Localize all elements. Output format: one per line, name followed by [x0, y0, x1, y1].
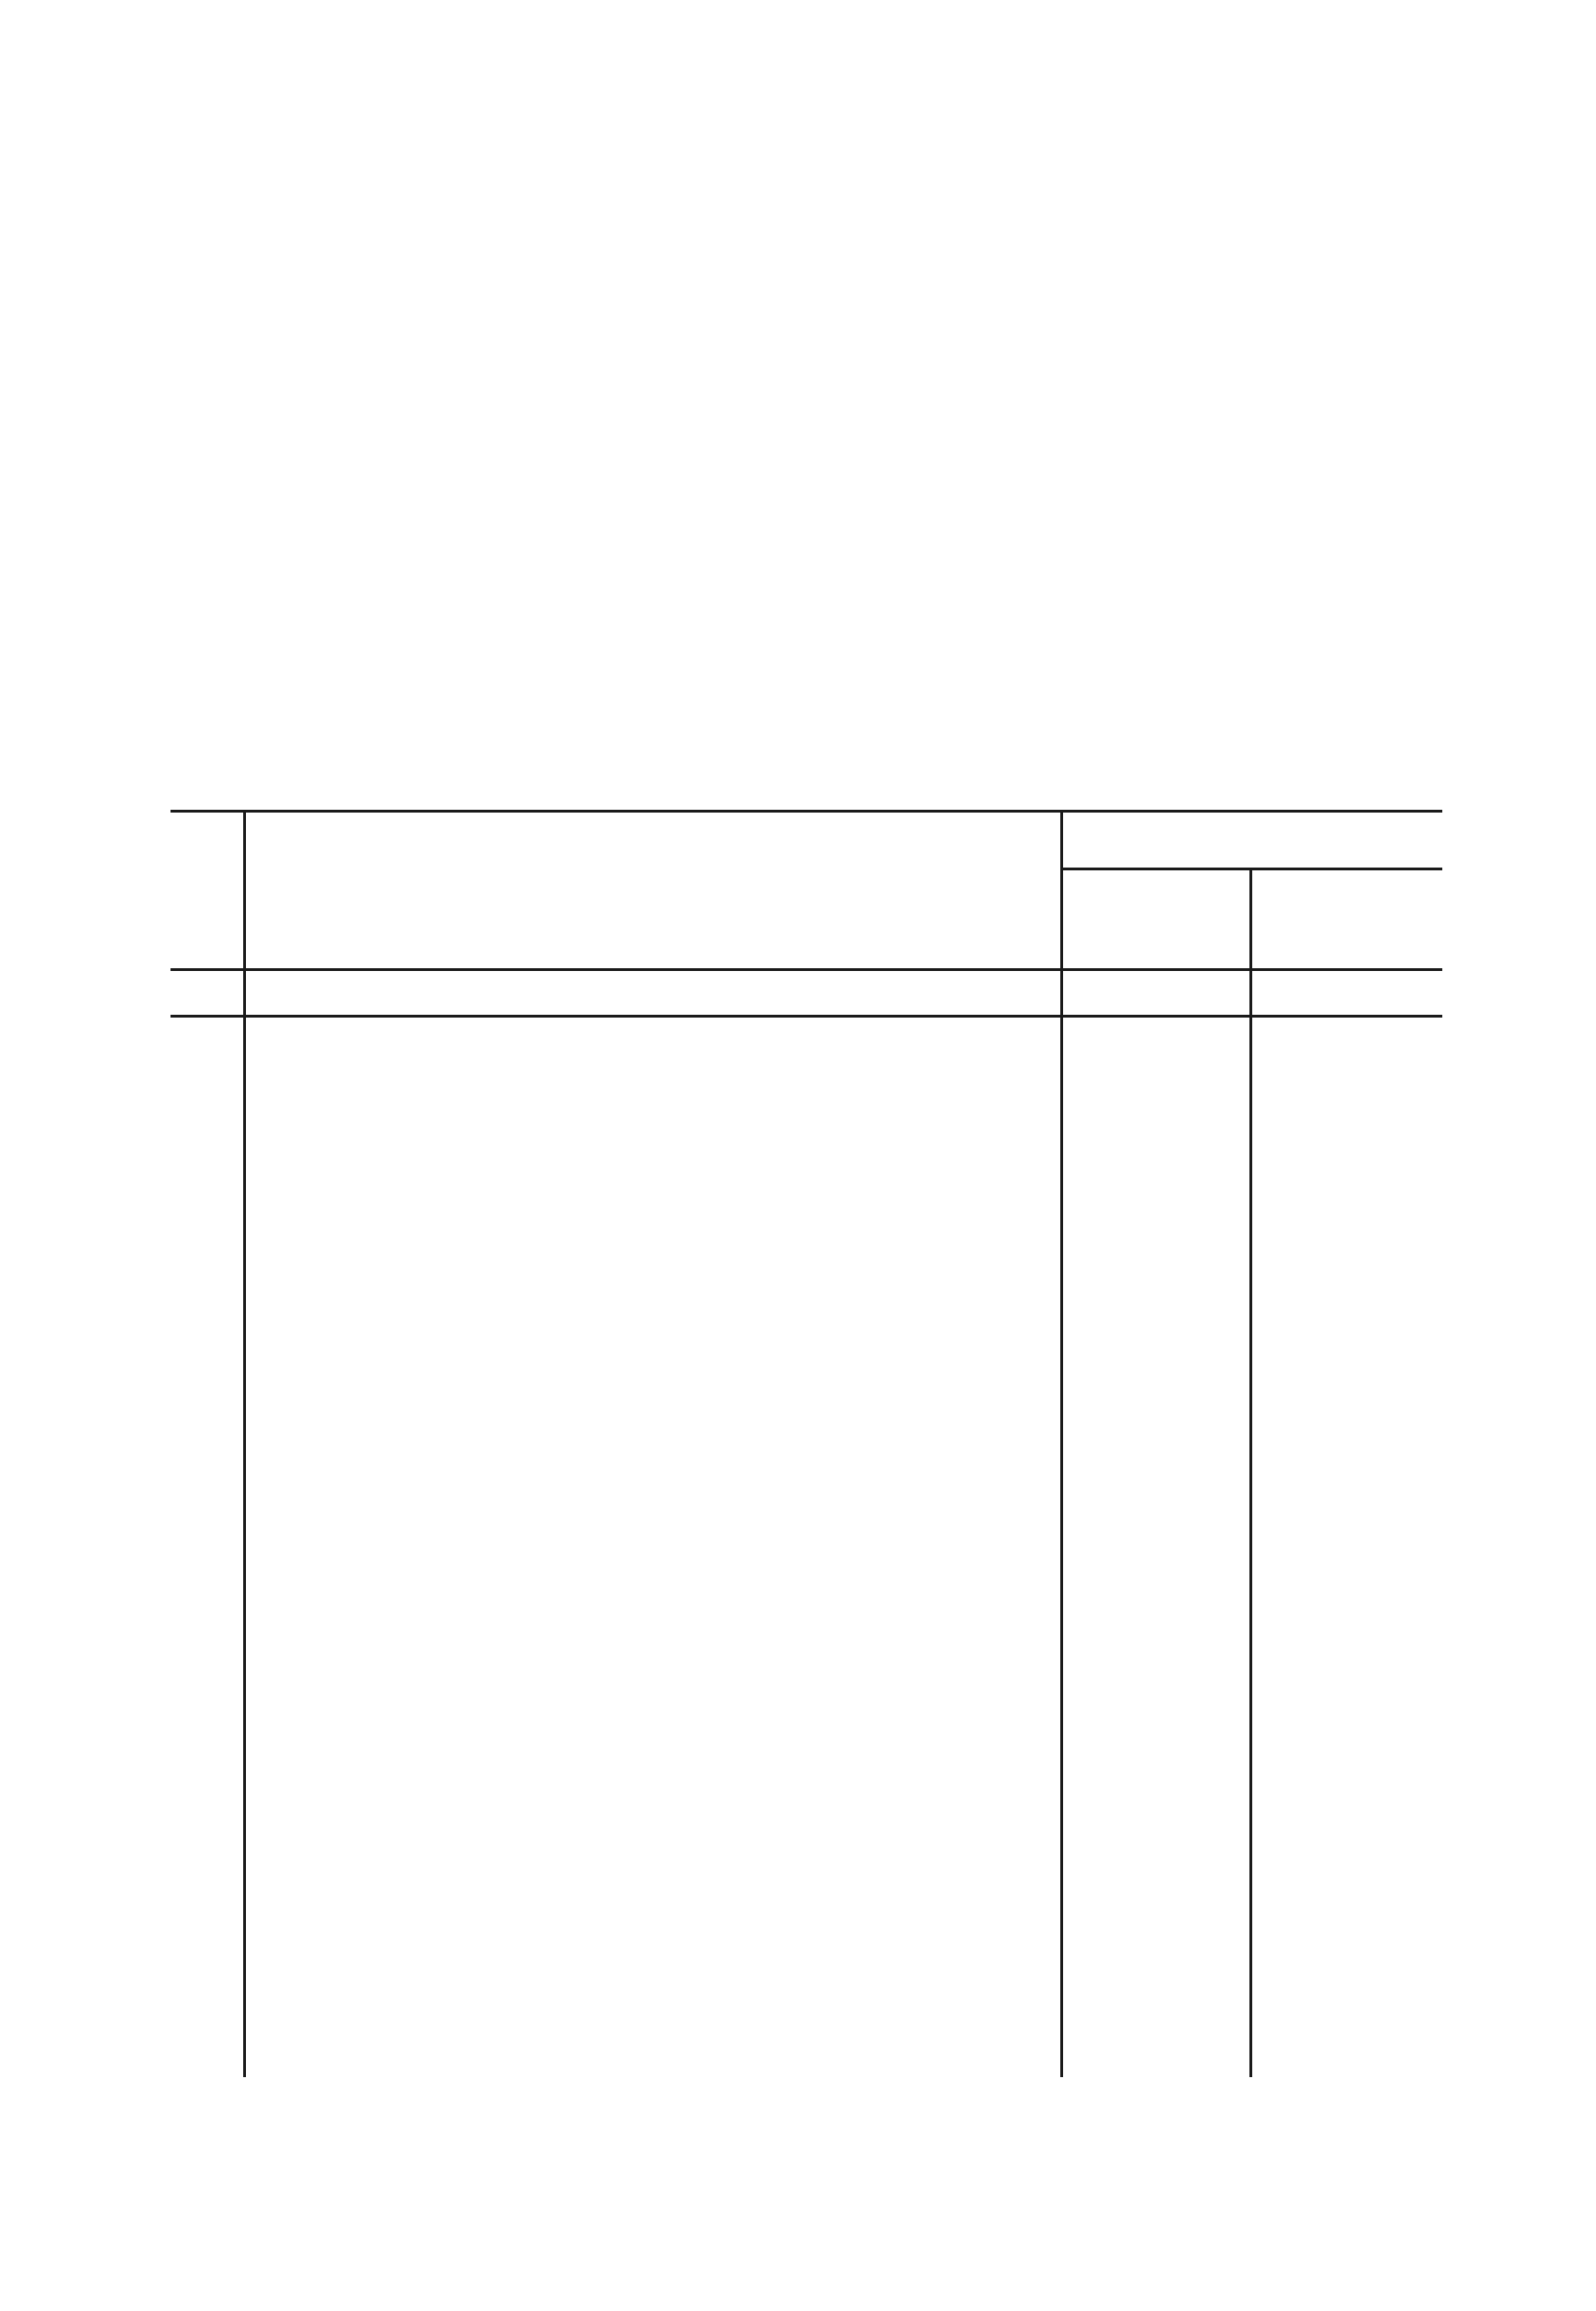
norms-table — [171, 810, 1442, 2077]
col-divider-2 — [1060, 810, 1063, 2077]
col-divider-1 — [243, 810, 246, 2077]
col-divider-3 — [1249, 868, 1252, 2077]
table-top-rule-left — [171, 810, 1442, 813]
